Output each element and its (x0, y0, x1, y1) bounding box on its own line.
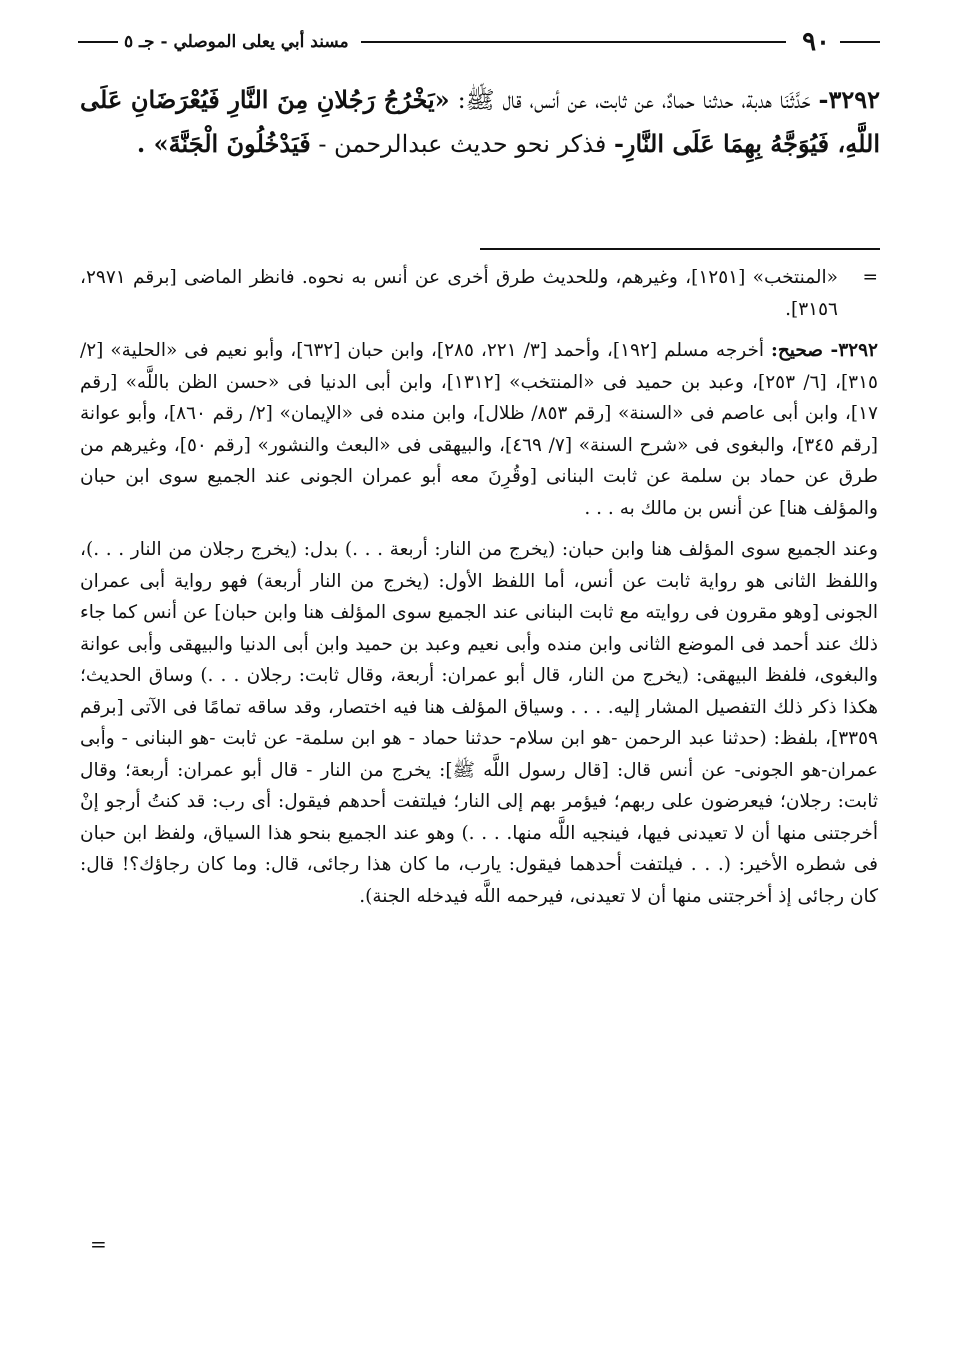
footnote-3292 (80, 335, 878, 524)
hadith-matn-part1: «يَخْرُجُ رَجُلانِ مِنَ النَّارِ فَيُعْرَضَانِ عَلَى اللَّهِ، فَيُوَجَّهُ بِهِمَا عَلَى النَّارِ- (80, 85, 880, 158)
hadith-isnad: حَدَّثَنَا هدبة، حدثنا حمادٌ، عن ثابت، عن أنس، قال ﷺ: (457, 86, 811, 114)
hadith-connector: فذكر نحو حديث عبدالرحمن - (318, 130, 607, 158)
header-dash (840, 41, 880, 43)
footnote-3292-continued (80, 534, 878, 912)
continuation-marker: = (862, 267, 878, 288)
footnote-continuation (80, 262, 878, 325)
hadith-text (80, 78, 880, 166)
hadith-number: ٣٢٩٢- (818, 85, 880, 114)
continuation-text: «المنتخب» [١٢٥١]، وغيرهم، وللحديث طرق أخرى عن أنس به نحوه. فانظر الماضى [برقم ٢٩٧١، ٣١٥٦]. (80, 267, 839, 320)
end-marker: = (90, 1232, 107, 1256)
footnote-paragraph-2: وعند الجميع سوى المؤلف هنا وابن حبان: (يخرج من النار: أربعة . . .) بدل: (يخرج رجلان من النار . . .)، واللفظ الثانى هو رواية ثابت عن أنس، أما اللفظ الأول: (يخرج من النار أربعة) فهو رواية أبى عمران الجونى [وهو مقرون فى روايته مع ثابت البنانى عند الجميع سوى المؤلف هنا وابن حبان] عن أنس كما جاء ذلك عند أحمد فى الموضع الثانى وابن منده وأبى نعيم وعبد بن حميد وابن أبى الدنيا والبيهقى وأبى عوانة والبغوى، فلفظ البيهقى: (يخرج من النار، قال أبو عمران: أربعة، وقال ثابت: رجلان . . .) وساق الحديث؛ هكذا ذكر ذلك التفصيل المشار إليه. . . . وسياق المؤلف هنا فيه اختصار، وقد ساقه تمامًا فى الآتى [برقم ٣٣٥٩]، بلفظ: (حدثنا عبد الرحمن -هو ابن سلام- حدثنا حماد - هو ابن سلمة- عن ثابت -هو البنانى - وأبى عمران-هو الجونى- عن أنس قال: [قال رسول اللَّه ﷺ]: يخرج من النار - قال أبو عمران: أربعة؛ وقال ثابت: رجلان؛ فيعرضون على ربهم؛ فيؤمر بهم إلى النار؛ فيلتفت أحدهم فيقول: أى رب: قد كنتُ أرجو إنْ أخرجتنى منها أن لا تعيدنى فيها، فينجيه اللَّه منها. . . .) وهو عند الجميع بنحو هذا السياق، ولفظ ابن حبان فى شطره الأخير: (. . . فيلتفت أحدهما فيقول: يارب، ما كان هذا رجائى، قال: وما كان رجاؤك؟! قال: كان رجائى إذ أخرجتنى منها أن لا تعيدنى، فيرحمه اللَّه فيدخله الجنة). (80, 539, 878, 907)
running-title: مسند أبي يعلى الموصلي - جـ ٥ (124, 32, 349, 52)
footnote-separator (480, 248, 880, 250)
page-number: ٩٠ (802, 27, 830, 57)
footnote-paragraph-1: أخرجه مسلم [١٩٢]، وأحمد [٣/ ٢٢١، ٢٨٥]، وابن حبان [٦٣٢]، وأبو نعيم فى «الحلية» [٢/ ٣١٥]، [٦/ ٢٥٣]، وعبد بن حميد فى «المنتخب» [١٣١٢]، وابن أبى الدنيا فى «حسن الظن باللَّه» [رقم ١٧]، وابن أبى عاصم فى «السنة» [رقم ٨٥٣/ ظلال]، وابن منده فى «الإيمان» [٢/ رقم ٨٦٠]، وأبو عوانة [رقم ٣٤٥]، والبغوى فى «شرح السنة» [٧/ ٤٦٩]، والبيهقى فى «البعث والنشور» [رقم ٥٠]، وغيرهم من طرق عن حماد بن سلمة عن ثابت البنانى [وقُرِنَ معه أبو عمران الجونى عند الجميع سوى ابن حبان والمؤلف هنا] عن أنس بن مالك به . . . (80, 340, 878, 519)
hadith-matn-part2: فَيَدْخُلُونَ الْجَنَّةَ» . (136, 129, 311, 158)
header-rule (361, 41, 786, 43)
header-dash-end (78, 41, 118, 43)
footnote-label: ٣٢٩٢- صحيح: (771, 340, 878, 361)
footnotes (80, 262, 878, 922)
running-header (78, 22, 880, 62)
